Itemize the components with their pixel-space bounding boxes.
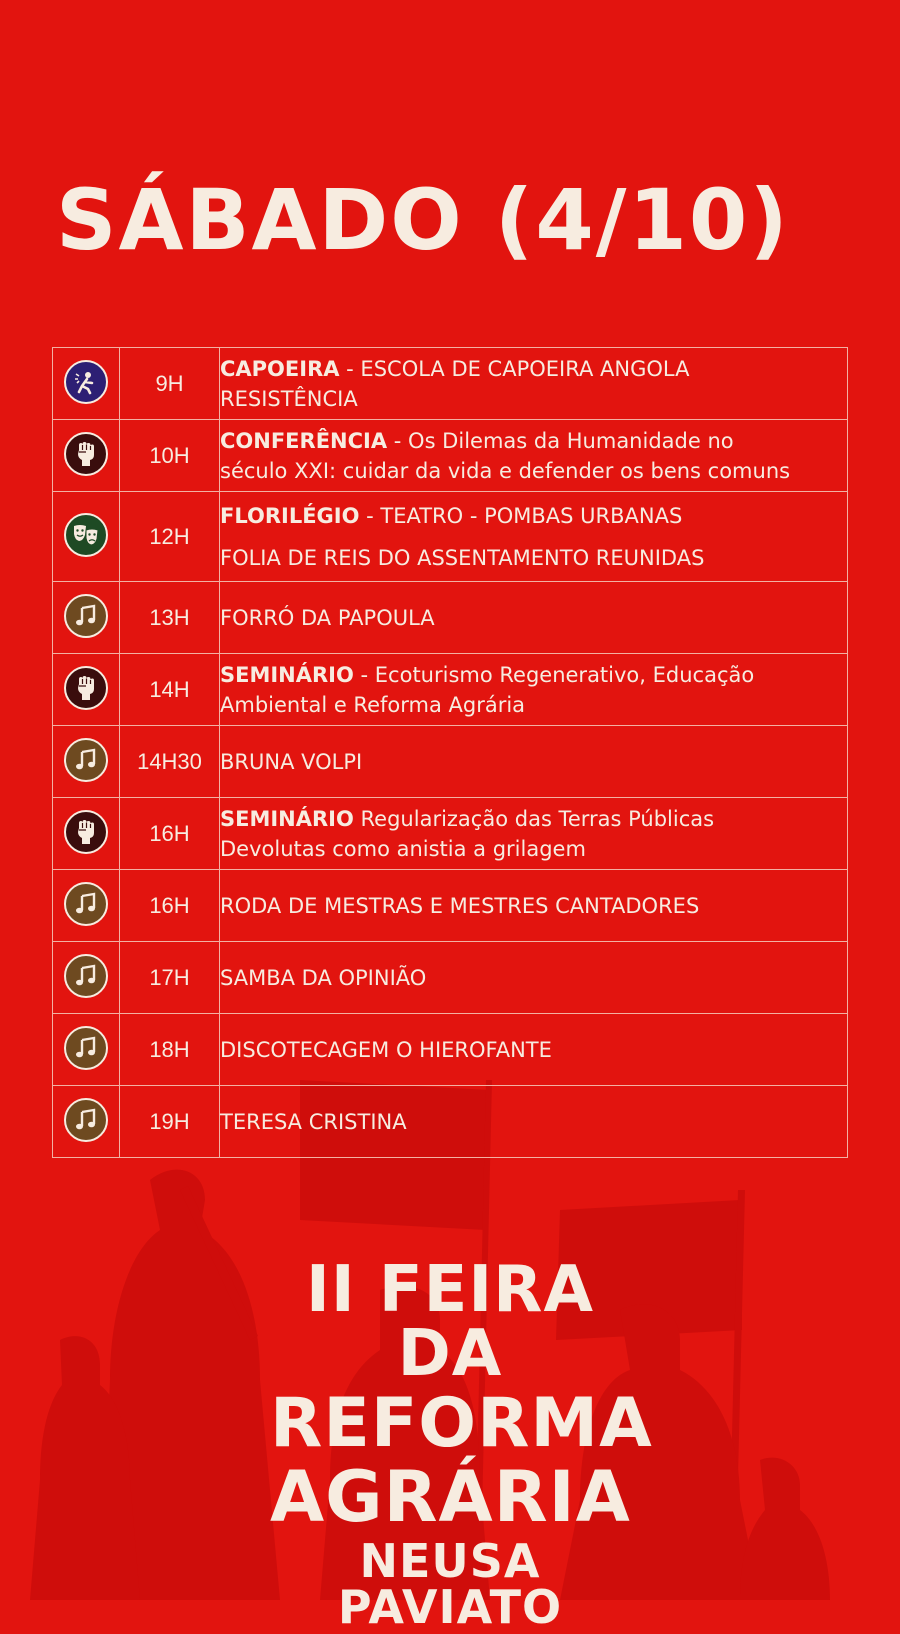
logo-line-3: AGRÁRIA [270, 1456, 631, 1538]
schedule-time: 12H [120, 492, 220, 582]
activity-title: BRUNA VOLPI [220, 749, 363, 774]
description-line-2: Ambiental e Reforma Agrária [220, 692, 526, 717]
activity-title: Regularização das Terras Públicas [353, 806, 715, 831]
activity-title: - Ecoturismo Regenerativo, Educação [353, 662, 755, 687]
schedule-description [220, 348, 848, 420]
spacer [220, 531, 847, 543]
schedule-row [53, 348, 848, 420]
schedule-description [220, 798, 848, 870]
event-logo [270, 1253, 653, 1634]
description-line-1 [220, 429, 734, 453]
activity-type: CONFERÊNCIA [220, 428, 388, 453]
music-note-icon [64, 594, 108, 638]
description-line-1 [220, 750, 362, 774]
activity-title: - TEATRO - POMBAS URBANAS [359, 503, 683, 528]
schedule-time: 10H [120, 420, 220, 492]
schedule-row [53, 654, 848, 726]
schedule-description [220, 870, 848, 942]
schedule-description [220, 420, 848, 492]
logo-line-1: II FEIRA DA [306, 1253, 594, 1391]
activity-type: SEMINÁRIO [220, 806, 354, 831]
description-line-1 [220, 894, 699, 918]
schedule-description [220, 582, 848, 654]
logo-line-4: NEUSA PAVIATO [337, 1534, 563, 1634]
schedule-icon-cell [53, 420, 120, 492]
activity-title: - Os Dilemas da Humanidade no [387, 428, 734, 453]
schedule-icon-cell [53, 942, 120, 1014]
description-line-1 [220, 663, 754, 687]
capoeira-icon [64, 360, 108, 404]
activity-type: CAPOEIRA [220, 356, 340, 381]
description-line-1 [220, 606, 435, 630]
fist-icon [64, 810, 108, 854]
activity-title: TERESA CRISTINA [220, 1109, 407, 1134]
schedule-time: 19H [120, 1086, 220, 1158]
theater-masks-icon [64, 513, 108, 557]
music-note-icon [64, 954, 108, 998]
description-line-1 [220, 357, 689, 381]
fist-icon [64, 666, 108, 710]
schedule-row [53, 1014, 848, 1086]
activity-title: - ESCOLA DE CAPOEIRA ANGOLA [339, 356, 690, 381]
description-line-1 [220, 1110, 407, 1134]
description-line-2: RESISTÊNCIA [220, 386, 358, 411]
schedule-description [220, 726, 848, 798]
activity-title: FORRÓ DA PAPOULA [220, 605, 435, 630]
schedule-time: 16H [120, 798, 220, 870]
schedule-time: 14H [120, 654, 220, 726]
schedule-icon-cell [53, 348, 120, 420]
description-line-1 [220, 1038, 552, 1062]
schedule-row [53, 726, 848, 798]
activity-type: SEMINÁRIO [220, 662, 354, 687]
schedule-time: 9H [120, 348, 220, 420]
fist-icon [64, 432, 108, 476]
activity-type: FLORILÉGIO [220, 503, 360, 528]
logo-line-2: REFORMA [270, 1384, 653, 1463]
schedule-row [53, 582, 848, 654]
schedule-icon-cell [53, 492, 120, 582]
activity-title: SAMBA DA OPINIÃO [220, 965, 427, 990]
music-note-icon [64, 1026, 108, 1070]
schedule-description [220, 654, 848, 726]
schedule-time: 18H [120, 1014, 220, 1086]
activity-title: RODA DE MESTRAS E MESTRES CANTADORES [220, 893, 700, 918]
schedule-icon-cell [53, 582, 120, 654]
description-line-2: século XXI: cuidar da vida e defender os bens comuns [220, 458, 791, 483]
schedule-description [220, 1086, 848, 1158]
music-note-icon [64, 1098, 108, 1142]
page-title: SÁBADO (4/10) [56, 171, 790, 269]
description-line-1 [220, 807, 714, 831]
schedule-icon-cell [53, 654, 120, 726]
music-note-icon [64, 882, 108, 926]
schedule-icon-cell [53, 726, 120, 798]
schedule-time: 17H [120, 942, 220, 1014]
schedule-icon-cell [53, 798, 120, 870]
description-line-2: Devolutas como anistia a grilagem [220, 836, 586, 861]
schedule-icon-cell [53, 1014, 120, 1086]
schedule-description [220, 492, 848, 582]
schedule-icon-cell [53, 1086, 120, 1158]
music-note-icon [64, 738, 108, 782]
description-line-2: FOLIA DE REIS DO ASSENTAMENTO REUNIDAS [220, 545, 705, 570]
schedule-time: 14H30 [120, 726, 220, 798]
description-line-1 [220, 504, 682, 528]
schedule-row [53, 942, 848, 1014]
schedule-icon-cell [53, 870, 120, 942]
activity-title: DISCOTECAGEM O HIEROFANTE [220, 1037, 552, 1062]
schedule-row [53, 420, 848, 492]
schedule-table [52, 347, 848, 1158]
description-line-1 [220, 966, 426, 990]
schedule-description [220, 942, 848, 1014]
schedule-row [53, 1086, 848, 1158]
schedule-time: 16H [120, 870, 220, 942]
schedule-row [53, 798, 848, 870]
schedule-row [53, 492, 848, 582]
schedule-description [220, 1014, 848, 1086]
schedule-time: 13H [120, 582, 220, 654]
schedule-row [53, 870, 848, 942]
